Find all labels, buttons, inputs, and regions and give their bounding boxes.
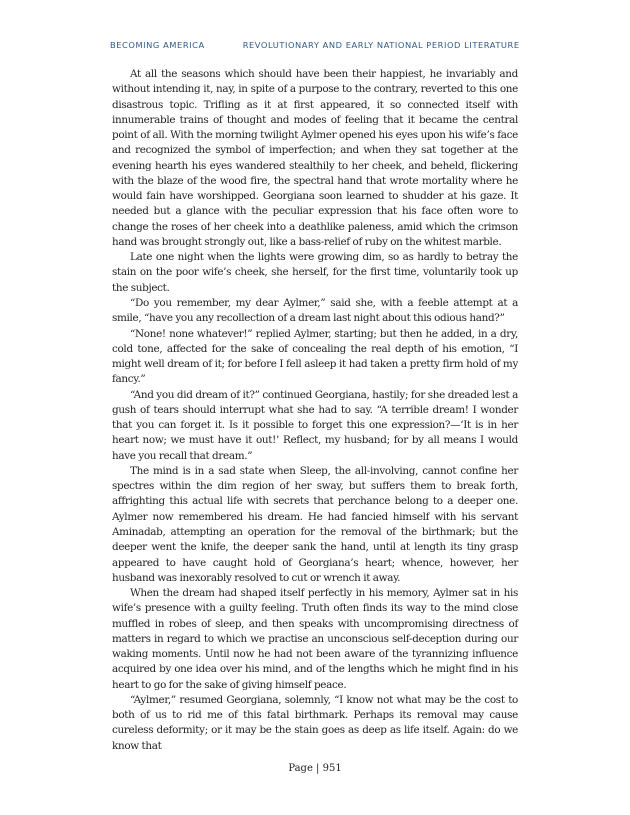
paragraph: “And you did dream of it?” continued Georgiana, hastily; for she dreaded lest a gush of tears should interrupt what she had to say. “A terrible dream! I wonder that you can forget it. Is it possible to forget this one expression?—‘It is in her heart now; we must have it out!’ Reflect, my husband; for by all means I would have you recall that dream.” <box>112 388 518 462</box>
running-header <box>110 40 520 50</box>
header-book-title: BECOMING AMERICA <box>110 40 205 50</box>
paragraph: “None! none whatever!” replied Aylmer, starting; but then he added, in a dry, cold tone, affected for the sake of concealing the real depth of his emotion, “I might well dream of it; for before I fell asleep it had taken a pretty firm hold of my fancy.” <box>112 327 518 386</box>
paragraph: Late one night when the lights were growing dim, so as hardly to betray the stain on the poor wife’s cheek, she herself, for the first time, voluntarily took up the subject. <box>112 251 518 294</box>
paragraph: The mind is in a sad state when Sleep, the all-involving, cannot confine her spectres within the dim region of her sway, but suffers them to break forth, affrighting this actual life with secrets that perchance belong to a deeper one. Aylmer now remembered his dream. He had fancied himself with his servant Aminadab, attempting an operation for the removal of the birthmark; but the deeper went the knife, the deeper sank the hand, until at length its tiny grasp appeared to have caught hold of Georgiana’s heart; whence, however, her husband was inexorably resolved to cut or wrench it away. <box>112 464 518 584</box>
paragraph: “Aylmer,” resumed Georgiana, solemnly, “I know not what may be the cost to both of us to rid me of this fatal birthmark. Perhaps its removal may cause cureless deformity; or it may be the stain goes as deep as life itself. Again: do we know that <box>112 693 518 752</box>
page-number: Page | 951 <box>288 763 342 774</box>
story-text <box>112 67 518 754</box>
paragraph: “Do you remember, my dear Aylmer,” said she, with a feeble attempt at a smile, “have you any recollection of a dream last night about this odious hand?” <box>112 296 518 325</box>
paragraph: At all the seasons which should have been their happiest, he invariably and without intending it, nay, in spite of a purpose to the contrary, reverted to this one disastrous topic. Trifling as it at first appeared, it so connected itself with innumerable trains of thought and modes of feeling that it became the central point of all. With the morning twilight Aylmer opened his eyes upon his wife’s face and recognized the symbol of imperfection; and when they sat together at the evening hearth his eyes wandered stealthily to her cheek, and beheld, flickering with the blaze of the wood fire, the spectral hand that wrote mortality where he would fain have worshipped. Georgiana soon learned to shudder at his gaze. It needed but a glance with the peculiar expression that his face often wore to change the roses of her cheek into a deathlike paleness, amid which the crimson hand was brought strongly out, like a bass-relief of ruby on the whitest marble. <box>112 68 518 248</box>
header-section-title: REVOLUTIONARY AND EARLY NATIONAL PERIOD LITERATURE <box>242 40 520 50</box>
paragraph: When the dream had shaped itself perfectly in his memory, Aylmer sat in his wife’s presence with a guilty feeling. Truth often finds its way to the mind close muffled in robes of sleep, and then speaks with uncompromising directness of matters in regard to which we practise an unconscious self-deception during our waking moments. Until now he had not been aware of the tyrannizing influence acquired by one idea over his mind, and of the lengths which he might find in his heart to go for the sake of giving himself peace. <box>112 587 518 691</box>
